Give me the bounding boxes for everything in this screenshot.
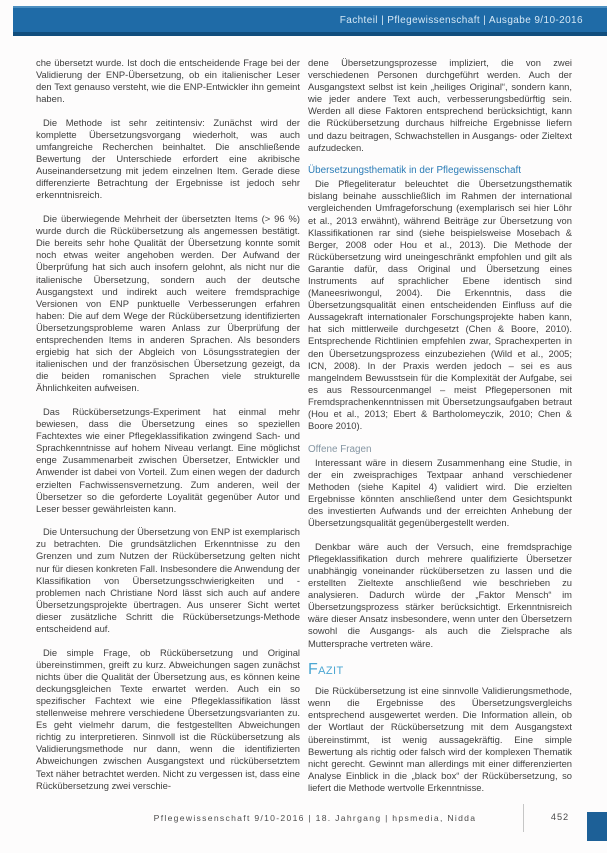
paragraph: Interessant wäre in diesem Zusammenhang eine Studie, in der ein zweisprachiges Textpaar anhand verschiedener Methoden (siehe Kapitel 4) validiert wird. Die erzielten Ergebnisse könnten anschließend unter dem Gesichtspunkt des investierten Aufwands und der erreichten Anhebung der Übersetzungsqualität gegenübergestellt werden. <box>308 456 572 529</box>
footer-divider <box>523 804 524 832</box>
corner-square-decoration <box>587 812 607 841</box>
paragraph: Die Pflegeliteratur beleuchtet die Übersetzungsthematik bislang beinahe ausschließlich im Rahmen der international vergleichenden Umfrageforschung (exemplarisch sei hier Löhr et al., 2013 erwähnt), während Beiträge zur Übersetzung von Klassifikationen rar sind (siehe beispielsweise Mosebach & Berger, 2008 oder Hou et al., 2013). Die Methode der Rückübersetzung wird uneingeschränkt empfohlen und gilt als Garantie dafür, dass Original und Übersetzung eines Instruments auf sprachlicher Ebene identisch sind (Maneesriwongul, 2004). Die Erkenntnis, dass die Übersetzungsqualität einen entscheidenden Einfluss auf die Aussagekraft internationaler Forschungsprojekte haben kann, hat sich mittlerweile durchgesetzt (Chen & Boore, 2010). Entsprechende Richtlinien empfehlen zwar, Sprachexperten in den Übersetzungsprozess einzubeziehen (Wild et al., 2005; ICN, 2008). In der Praxis werden jedoch – sei es aus mangelndem Bewusstsein für die Komplexität der Aufgabe, sei es aus Ressourcenmangel – meist Pflegepersonen mit Fremdsprachenkenntnissen mit Übersetzungsaufgaben betraut (Hou et al., 2013; Ebert & Bartholomeyczik, 2010; Chen & Boore 2010). <box>308 178 572 432</box>
column-right <box>308 57 572 805</box>
paragraph: Denkbar wäre auch der Versuch, eine fremdsprachige Pflegeklassifikation durch mehrere qualifizierte Übersetzer unabhängig voneinander rückübersetzen zu lassen und die erstellten Zieltexte anschließend wie beschrieben zu analysieren. Dadurch würde der „Faktor Mensch“ im Übersetzungsprozess stärker berücksichtigt. Erkenntnisreich wäre dieser Ansatz insbesondere, wenn unter den Übersetzern sowohl die Ausgangs- als auch die Zielsprache als Muttersprache vertreten wäre. <box>308 540 572 649</box>
paragraph: Die Untersuchung der Übersetzung von ENP ist exemplarisch zu betrachten. Die grundsätzlichen Erkenntnisse zu den Grenzen und zum Nutzen der Rückübersetzung gelten nicht nur für diesen konkreten Fall. Insbesondere die Anwendung der Klassifikation von Übersetzungsschwierigkeiten und -problemen nach Christiane Nord lässt sich auch auf andere Übersetzungsprojekte übertragen. Aus unserer Sicht wertet dieser zusätzliche Schritt die Rückübersetzungs-Methode entscheidend auf. <box>36 526 300 635</box>
section-heading: Fazit <box>308 661 344 679</box>
paragraph: Die simple Frage, ob Rückübersetzung und Original übereinstimmen, greift zu kurz. Abweichungen sagen zunächst nichts über die Qualität der Übersetzung aus, es können keine deckungsgleichen Texte erwartet werden. Auch ein so spezifischer Fachtext wie eine Pflegeklassifikation lässt stellenweise mehrere verschiedene Übersetzungsvarianten zu. Es geht vielmehr darum, die festgestellten Abweichungen richtig zu interpretieren. Sinnvoll ist die Rückübersetzung als Validierungsmethode nur dann, wenn die identifizierten Abweichungen zwischen Ausgangstext und rückübersetztem Text näher betrachtet werden. Nicht zu vergessen ist, dass eine Rückübersetzung zwei verschie- <box>36 646 300 791</box>
paragraph: che übersetzt wurde. Ist doch die entscheidende Frage bei der Validierung der ENP-Übersetzung, ob ein italienischer Leser den Text genauso versteht, wie die ENP-Entwickler ihn gemeint haben. <box>36 57 300 105</box>
column-left <box>36 57 300 805</box>
paragraph: Die Methode ist sehr zeitintensiv: Zunächst wird der komplette Übersetzungsvorgang wiederholt, was auch umfangreiche Recherchen beinhaltet. Die anschließende Bewertung der Unterschiede erfordert eine akribische Auseinandersetzung mit jedem einzelnen Item. Gerade diese differenzierte Betrachtung der Ergebnisse ist jedoch sehr erkenntnisreich. <box>36 116 300 201</box>
section-heading: Übersetzungsthematik in der Pflegewissenschaft <box>308 165 521 177</box>
paragraph: Das Rückübersetzungs-Experiment hat einmal mehr bewiesen, dass die Übersetzung eines so speziellen Fachtextes wie einer Pflegeklassifikation zwingend Sach- und Sprachkenntnisse auf hohem Niveau verlangt. Eine möglichst enge Zusammenarbeit zwischen Übersetzer, Entwickler und Anwender ist dabei von Vorteil. Zum einen wegen der dadurch erzielten Fachwissensvernetzung. Zum anderen, weil der Übersetzer so die geforderte Loyalität gegenüber Autor und Leser besser gewährleisten kann. <box>36 405 300 514</box>
header-issue-label: Fachteil | Pflegewissenschaft | Ausgabe 9/10-2016 <box>339 14 583 26</box>
article-body <box>36 57 572 805</box>
section-heading: Offene Fragen <box>308 443 372 455</box>
paragraph: Die überwiegende Mehrheit der übersetzten Items (> 96 %) wurde durch die Rückübersetzung als angemessen bestätigt. Die bereits sehr hohe Qualität der Übersetzung konnte somit noch etwas weiter angehoben werden. Der Aufwand der Überprüfung hat sich auch insofern gelohnt, als nicht nur die italienische Übersetzung, sondern auch der deutsche Ausgangstext und indirekt auch weitere fremdsprachige Versionen von ENP punktuelle Verbesserungen erfahren haben: Die auf dem Wege der Rückübersetzung identifizierten Übersetzungsprobleme waren Anlass zur Überprüfung der entsprechenden Items in anderen Sprachen. Als besonders ergiebig hat sich der Abgleich von Lösungsstrategien der italienischen und der französischen Übersetzung gezeigt, da die beiden romanischen Sprachen viele strukturelle Ähnlichkeiten aufweisen. <box>36 213 300 394</box>
paragraph: dene Übersetzungsprozesse impliziert, die von zwei verschiedenen Personen durchgeführt werden. Auch der Ausgangstext selbst ist kein „heiliges Original“, sondern kann, wie jeder andere Text auch, verbesserungsbedürftig sein. Werden all diese Faktoren entsprechend berücksichtigt, kann die Rückübersetzung durchaus hilfreiche Ergebnisse liefern und dazu beitragen, Schwachstellen in Ausgangs- oder Zieltext aufzudecken. <box>308 57 572 153</box>
page-number: 452 <box>550 812 570 822</box>
footer-journal-line: Pflegewissenschaft 9/10-2016 | 18. Jahrgang | hpsmedia, Nidda <box>153 813 477 823</box>
paragraph: Die Rückübersetzung ist eine sinnvolle Validierungsmethode, wenn die Ergebnisse des Übersetzungsvergleichs entsprechend ausgewertet werden. Die Information allein, ob der Wortlaut der Rückübersetzung mit dem Ausgangstext übereinstimmt, ist wenig aussagekräftig. Eine simple Bewertung als richtig oder falsch wird der komplexen Thematik nicht gerecht. Gewinnt man allerdings mit einer differenzierten Analyse Einblick in die „black box“ der Rückübersetzung, so liefert die Methode wertvolle Erkenntnisse. <box>308 685 572 793</box>
header-bar <box>13 6 607 36</box>
